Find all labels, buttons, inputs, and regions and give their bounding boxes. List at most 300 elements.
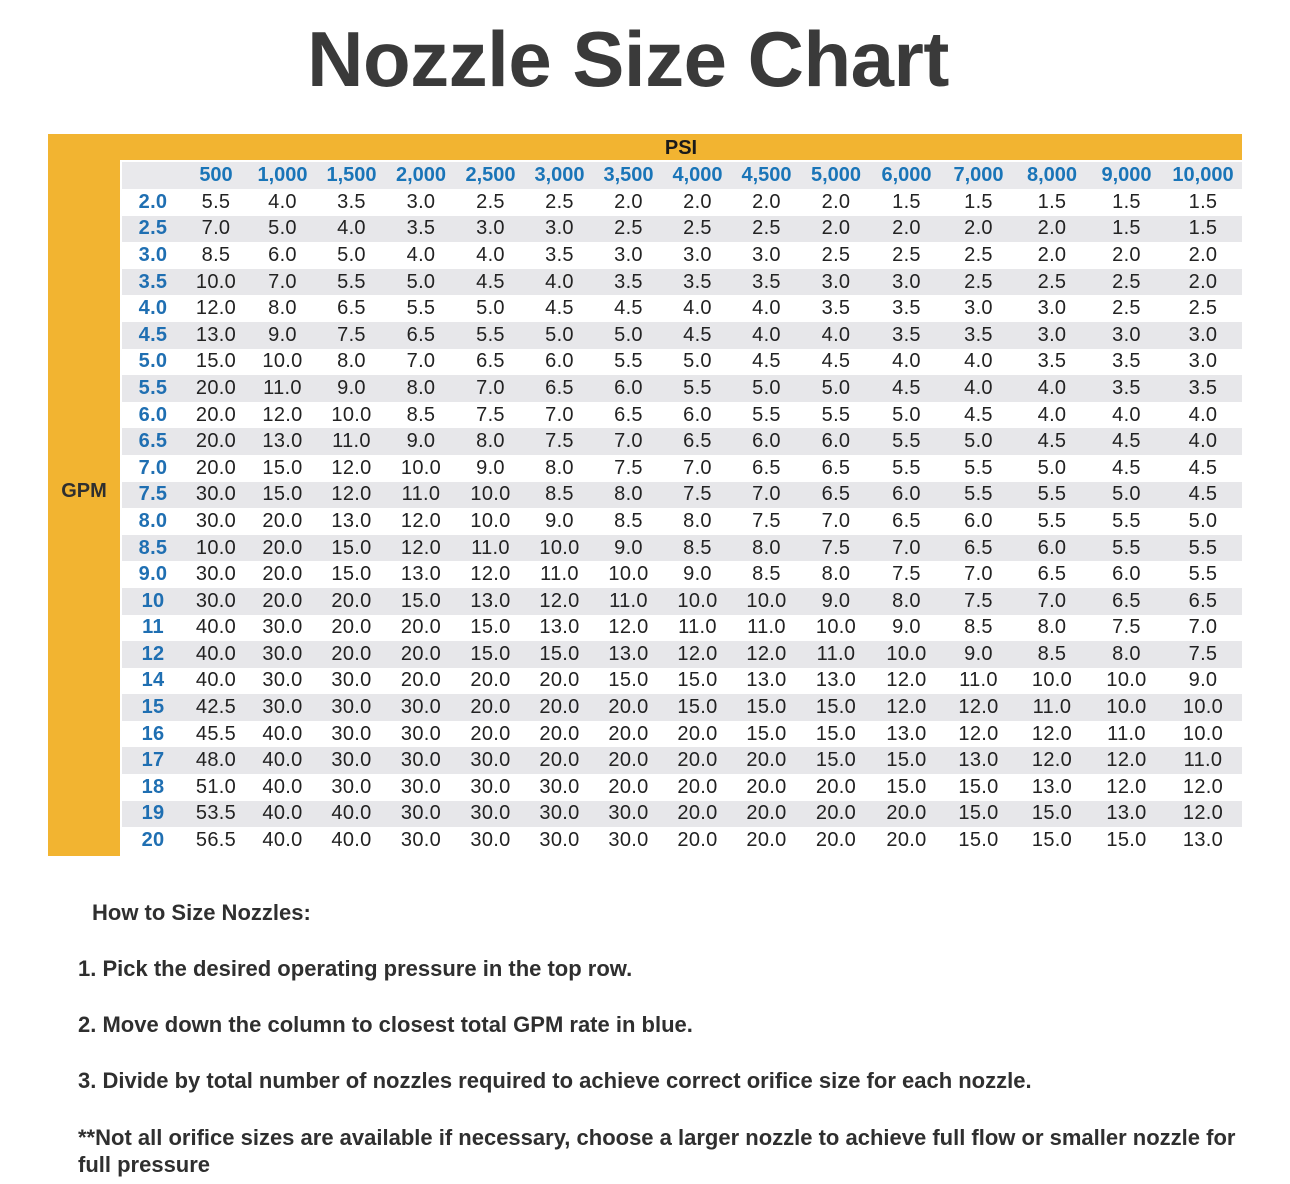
table-row	[122, 668, 1242, 695]
table-row	[122, 322, 1242, 349]
orifice-size-cell: 4.5	[801, 349, 871, 376]
orifice-size-cell: 13.0	[386, 561, 456, 588]
orifice-size-cell: 4.5	[1089, 455, 1164, 482]
orifice-size-cell: 15.0	[1015, 827, 1089, 854]
orifice-size-cell: 8.0	[871, 588, 942, 615]
orifice-size-cell: 3.5	[1164, 375, 1242, 402]
orifice-size-cell: 5.0	[525, 322, 594, 349]
orifice-size-cell: 6.5	[732, 455, 801, 482]
orifice-size-cell: 20.0	[525, 668, 594, 695]
psi-column-header: 3,000	[525, 162, 594, 189]
orifice-size-cell: 15.0	[456, 641, 525, 668]
orifice-size-cell: 7.5	[801, 535, 871, 562]
orifice-size-cell: 7.5	[317, 322, 386, 349]
instructions-block	[78, 900, 1258, 1178]
orifice-size-cell: 10.0	[801, 615, 871, 642]
orifice-size-cell: 2.5	[1164, 295, 1242, 322]
orifice-size-cell: 20.0	[317, 588, 386, 615]
orifice-size-cell: 2.5	[732, 216, 801, 243]
orifice-size-cell: 5.0	[871, 402, 942, 429]
orifice-size-cell: 3.5	[386, 216, 456, 243]
orifice-size-cell: 6.5	[1164, 588, 1242, 615]
orifice-size-cell: 13.0	[594, 641, 663, 668]
table-row	[122, 588, 1242, 615]
orifice-size-cell: 3.5	[594, 269, 663, 296]
orifice-size-cell: 4.0	[1089, 402, 1164, 429]
table-row	[122, 747, 1242, 774]
orifice-size-cell: 5.5	[594, 349, 663, 376]
orifice-size-cell: 4.0	[942, 349, 1015, 376]
orifice-size-cell: 2.0	[871, 216, 942, 243]
gpm-row-label: 15	[122, 694, 184, 721]
orifice-size-cell: 5.5	[801, 402, 871, 429]
orifice-size-cell: 1.5	[1015, 189, 1089, 216]
orifice-size-cell: 11.0	[456, 535, 525, 562]
orifice-size-cell: 8.0	[386, 375, 456, 402]
orifice-size-cell: 20.0	[456, 721, 525, 748]
orifice-size-cell: 7.5	[594, 455, 663, 482]
orifice-size-cell: 10.0	[248, 349, 317, 376]
orifice-size-cell: 6.5	[525, 375, 594, 402]
orifice-size-cell: 42.5	[184, 694, 248, 721]
orifice-size-cell: 5.0	[732, 375, 801, 402]
orifice-size-cell: 3.0	[871, 269, 942, 296]
gpm-row-label: 5.5	[122, 375, 184, 402]
orifice-size-cell: 3.5	[871, 295, 942, 322]
orifice-size-cell: 15.0	[663, 694, 732, 721]
orifice-size-cell: 20.0	[184, 402, 248, 429]
orifice-size-cell: 6.5	[871, 508, 942, 535]
orifice-size-cell: 2.5	[1089, 269, 1164, 296]
orifice-size-cell: 5.5	[456, 322, 525, 349]
orifice-size-cell: 5.5	[732, 402, 801, 429]
orifice-size-cell: 40.0	[248, 747, 317, 774]
orifice-size-cell: 8.0	[525, 455, 594, 482]
orifice-size-cell: 30.0	[317, 747, 386, 774]
orifice-size-cell: 6.0	[1089, 561, 1164, 588]
orifice-size-cell: 9.0	[871, 615, 942, 642]
orifice-size-cell: 45.5	[184, 721, 248, 748]
orifice-size-cell: 2.5	[1015, 269, 1089, 296]
orifice-size-cell: 10.0	[594, 561, 663, 588]
table-row	[122, 295, 1242, 322]
orifice-size-cell: 6.0	[732, 428, 801, 455]
orifice-size-cell: 4.0	[456, 242, 525, 269]
orifice-size-cell: 5.5	[871, 455, 942, 482]
orifice-size-cell: 6.5	[801, 455, 871, 482]
orifice-size-cell: 6.0	[801, 428, 871, 455]
orifice-size-cell: 5.0	[942, 428, 1015, 455]
table-row	[122, 508, 1242, 535]
orifice-size-cell: 4.0	[386, 242, 456, 269]
orifice-size-cell: 4.0	[248, 189, 317, 216]
orifice-size-cell: 12.0	[1164, 801, 1242, 828]
orifice-size-cell: 4.0	[317, 216, 386, 243]
table-row	[122, 482, 1242, 509]
orifice-size-cell: 40.0	[184, 668, 248, 695]
orifice-size-cell: 10.0	[456, 508, 525, 535]
orifice-size-cell: 4.0	[663, 295, 732, 322]
orifice-size-cell: 15.0	[801, 721, 871, 748]
orifice-size-cell: 15.0	[942, 827, 1015, 854]
instruction-step-1: 1. Pick the desired operating pressure in the top row.	[78, 956, 633, 981]
orifice-size-cell: 2.0	[1015, 216, 1089, 243]
orifice-size-cell: 2.0	[663, 189, 732, 216]
orifice-size-cell: 7.0	[1015, 588, 1089, 615]
psi-column-header: 1,500	[317, 162, 386, 189]
orifice-size-cell: 3.0	[663, 242, 732, 269]
psi-column-header: 9,000	[1089, 162, 1164, 189]
orifice-size-cell: 11.0	[732, 615, 801, 642]
gpm-row-label: 5.0	[122, 349, 184, 376]
orifice-size-cell: 30.0	[386, 827, 456, 854]
gpm-row-label: 4.0	[122, 295, 184, 322]
gpm-row-label: 7.0	[122, 455, 184, 482]
orifice-size-cell: 20.0	[594, 774, 663, 801]
orifice-size-cell: 11.0	[386, 482, 456, 509]
orifice-size-cell: 12.0	[317, 482, 386, 509]
orifice-size-cell: 15.0	[386, 588, 456, 615]
psi-header-row	[122, 162, 1242, 189]
orifice-size-cell: 20.0	[732, 774, 801, 801]
orifice-size-cell: 10.0	[456, 482, 525, 509]
orifice-size-cell: 20.0	[594, 721, 663, 748]
orifice-size-cell: 20.0	[184, 375, 248, 402]
orifice-size-cell: 2.0	[1164, 269, 1242, 296]
orifice-size-cell: 30.0	[386, 747, 456, 774]
orifice-size-cell: 7.0	[386, 349, 456, 376]
orifice-size-cell: 20.0	[871, 801, 942, 828]
orifice-size-cell: 20.0	[732, 827, 801, 854]
orifice-size-cell: 40.0	[184, 615, 248, 642]
orifice-size-cell: 2.0	[801, 189, 871, 216]
orifice-size-cell: 20.0	[525, 747, 594, 774]
orifice-size-cell: 3.0	[801, 269, 871, 296]
orifice-size-cell: 10.0	[1089, 694, 1164, 721]
orifice-size-cell: 30.0	[317, 721, 386, 748]
orifice-size-cell: 30.0	[386, 694, 456, 721]
orifice-size-cell: 10.0	[525, 535, 594, 562]
orifice-size-cell: 3.5	[732, 269, 801, 296]
orifice-size-cell: 3.5	[663, 269, 732, 296]
orifice-size-cell: 15.0	[801, 747, 871, 774]
gpm-row-label: 11	[122, 615, 184, 642]
orifice-size-cell: 12.0	[871, 668, 942, 695]
gpm-row-label: 18	[122, 774, 184, 801]
table-row	[122, 774, 1242, 801]
orifice-size-cell: 13.0	[456, 588, 525, 615]
orifice-size-cell: 9.0	[1164, 668, 1242, 695]
orifice-size-cell: 3.5	[871, 322, 942, 349]
orifice-size-cell: 30.0	[525, 801, 594, 828]
orifice-size-cell: 30.0	[594, 827, 663, 854]
psi-column-header: 4,500	[732, 162, 801, 189]
orifice-size-cell: 7.0	[184, 216, 248, 243]
orifice-size-cell: 15.0	[942, 774, 1015, 801]
table-row	[122, 721, 1242, 748]
orifice-size-cell: 40.0	[248, 774, 317, 801]
orifice-size-cell: 6.5	[1089, 588, 1164, 615]
orifice-size-cell: 12.0	[942, 721, 1015, 748]
orifice-size-cell: 11.0	[942, 668, 1015, 695]
orifice-size-cell: 10.0	[184, 269, 248, 296]
orifice-size-cell: 6.0	[942, 508, 1015, 535]
orifice-size-cell: 7.0	[801, 508, 871, 535]
orifice-size-cell: 11.0	[594, 588, 663, 615]
orifice-size-cell: 8.5	[594, 508, 663, 535]
orifice-size-cell: 6.5	[317, 295, 386, 322]
orifice-size-cell: 30.0	[456, 827, 525, 854]
orifice-size-cell: 8.0	[594, 482, 663, 509]
orifice-size-cell: 8.0	[1089, 641, 1164, 668]
gpm-row-label: 14	[122, 668, 184, 695]
table-row	[122, 349, 1242, 376]
orifice-size-cell: 4.0	[1164, 428, 1242, 455]
orifice-size-cell: 12.0	[184, 295, 248, 322]
orifice-size-cell: 2.5	[1089, 295, 1164, 322]
psi-axis-bar: PSI	[120, 134, 1242, 160]
orifice-size-cell: 8.5	[1015, 641, 1089, 668]
orifice-size-cell: 20.0	[317, 615, 386, 642]
orifice-size-cell: 10.0	[732, 588, 801, 615]
orifice-size-cell: 2.5	[871, 242, 942, 269]
orifice-size-cell: 2.0	[732, 189, 801, 216]
instruction-step-3: 3. Divide by total number of nozzles required to achieve correct orifice size for each nozzle.	[78, 1068, 1032, 1093]
orifice-size-cell: 2.0	[1164, 242, 1242, 269]
orifice-size-cell: 7.0	[594, 428, 663, 455]
psi-column-header: 2,000	[386, 162, 456, 189]
orifice-size-cell: 8.5	[525, 482, 594, 509]
psi-column-header: 4,000	[663, 162, 732, 189]
orifice-size-cell: 8.5	[663, 535, 732, 562]
orifice-size-cell: 7.0	[525, 402, 594, 429]
orifice-size-cell: 8.0	[663, 508, 732, 535]
table-row	[122, 694, 1242, 721]
orifice-size-cell: 10.0	[871, 641, 942, 668]
orifice-size-cell: 40.0	[248, 721, 317, 748]
orifice-size-cell: 7.5	[1089, 615, 1164, 642]
orifice-size-cell: 15.0	[942, 801, 1015, 828]
orifice-size-cell: 9.0	[317, 375, 386, 402]
gpm-row-label: 6.5	[122, 428, 184, 455]
orifice-size-cell: 30.0	[248, 615, 317, 642]
orifice-size-cell: 20.0	[525, 721, 594, 748]
orifice-size-cell: 5.0	[1089, 482, 1164, 509]
orifice-size-cell: 20.0	[248, 561, 317, 588]
orifice-size-cell: 13.0	[942, 747, 1015, 774]
gpm-row-label: 3.0	[122, 242, 184, 269]
orifice-size-cell: 3.5	[942, 322, 1015, 349]
orifice-size-cell: 13.0	[1089, 801, 1164, 828]
orifice-size-cell: 15.0	[871, 747, 942, 774]
orifice-size-cell: 30.0	[525, 827, 594, 854]
orifice-size-cell: 3.0	[525, 216, 594, 243]
psi-column-header: 7,000	[942, 162, 1015, 189]
orifice-size-cell: 7.0	[456, 375, 525, 402]
orifice-size-cell: 15.0	[184, 349, 248, 376]
psi-column-header: 8,000	[1015, 162, 1089, 189]
orifice-size-cell: 7.5	[1164, 641, 1242, 668]
orifice-size-cell: 8.0	[456, 428, 525, 455]
table-row	[122, 641, 1242, 668]
orifice-size-cell: 5.0	[594, 322, 663, 349]
orifice-size-cell: 2.5	[525, 189, 594, 216]
orifice-size-cell: 13.0	[525, 615, 594, 642]
orifice-size-cell: 30.0	[456, 774, 525, 801]
psi-column-header: 3,500	[594, 162, 663, 189]
orifice-size-cell: 3.0	[1015, 295, 1089, 322]
orifice-size-cell: 15.0	[456, 615, 525, 642]
orifice-size-cell: 30.0	[317, 774, 386, 801]
orifice-size-cell: 12.0	[317, 455, 386, 482]
orifice-size-cell: 3.0	[1164, 322, 1242, 349]
orifice-size-cell: 9.0	[942, 641, 1015, 668]
orifice-size-cell: 30.0	[386, 721, 456, 748]
orifice-size-cell: 5.5	[1089, 535, 1164, 562]
orifice-size-cell: 10.0	[663, 588, 732, 615]
orifice-size-cell: 7.0	[663, 455, 732, 482]
gpm-row-label: 3.5	[122, 269, 184, 296]
orifice-size-cell: 12.0	[248, 402, 317, 429]
psi-column-header: 10,000	[1164, 162, 1242, 189]
orifice-size-cell: 11.0	[317, 428, 386, 455]
orifice-size-cell: 53.5	[184, 801, 248, 828]
gpm-row-label: 2.5	[122, 216, 184, 243]
orifice-size-cell: 7.5	[942, 588, 1015, 615]
orifice-size-cell: 8.0	[801, 561, 871, 588]
orifice-size-cell: 5.5	[386, 295, 456, 322]
orifice-size-cell: 40.0	[317, 801, 386, 828]
table-row	[122, 189, 1242, 216]
orifice-size-cell: 6.5	[942, 535, 1015, 562]
psi-column-header: 6,000	[871, 162, 942, 189]
orifice-size-cell: 15.0	[317, 535, 386, 562]
nozzle-size-table	[122, 162, 1242, 854]
orifice-size-cell: 8.0	[732, 535, 801, 562]
orifice-size-cell: 13.0	[1015, 774, 1089, 801]
orifice-size-cell: 51.0	[184, 774, 248, 801]
orifice-size-cell: 4.5	[456, 269, 525, 296]
orifice-size-cell: 11.0	[525, 561, 594, 588]
orifice-size-cell: 12.0	[663, 641, 732, 668]
orifice-size-cell: 4.5	[942, 402, 1015, 429]
orifice-size-cell: 12.0	[386, 535, 456, 562]
orifice-size-cell: 20.0	[386, 641, 456, 668]
orifice-size-cell: 4.5	[525, 295, 594, 322]
orifice-size-cell: 5.5	[663, 375, 732, 402]
orifice-size-cell: 5.5	[317, 269, 386, 296]
orifice-size-cell: 11.0	[801, 641, 871, 668]
table-row	[122, 402, 1242, 429]
psi-column-header: 2,500	[456, 162, 525, 189]
orifice-size-cell: 2.0	[594, 189, 663, 216]
orifice-size-cell: 5.0	[317, 242, 386, 269]
orifice-size-cell: 4.5	[1089, 428, 1164, 455]
orifice-size-cell: 7.0	[732, 482, 801, 509]
orifice-size-cell: 3.0	[386, 189, 456, 216]
orifice-size-cell: 20.0	[801, 801, 871, 828]
orifice-size-cell: 4.5	[594, 295, 663, 322]
orifice-size-cell: 20.0	[456, 668, 525, 695]
gpm-row-label: 16	[122, 721, 184, 748]
orifice-size-cell: 4.5	[1164, 455, 1242, 482]
orifice-size-cell: 7.5	[871, 561, 942, 588]
orifice-size-cell: 6.5	[386, 322, 456, 349]
orifice-size-cell: 2.5	[663, 216, 732, 243]
orifice-size-cell: 20.0	[248, 508, 317, 535]
orifice-size-cell: 5.0	[1164, 508, 1242, 535]
orifice-size-cell: 56.5	[184, 827, 248, 854]
orifice-size-cell: 2.5	[942, 269, 1015, 296]
orifice-size-cell: 5.0	[386, 269, 456, 296]
orifice-size-cell: 3.5	[801, 295, 871, 322]
orifice-size-cell: 8.0	[317, 349, 386, 376]
orifice-size-cell: 20.0	[386, 668, 456, 695]
orifice-size-cell: 12.0	[1164, 774, 1242, 801]
gpm-row-label: 12	[122, 641, 184, 668]
orifice-size-cell: 5.5	[1164, 561, 1242, 588]
gpm-row-label: 8.0	[122, 508, 184, 535]
orifice-size-cell: 20.0	[801, 827, 871, 854]
orifice-size-cell: 1.5	[871, 189, 942, 216]
orifice-size-cell: 20.0	[456, 694, 525, 721]
table-corner	[122, 162, 184, 189]
orifice-size-cell: 20.0	[871, 827, 942, 854]
orifice-size-cell: 15.0	[594, 668, 663, 695]
table-row	[122, 428, 1242, 455]
orifice-size-cell: 6.0	[248, 242, 317, 269]
orifice-size-cell: 15.0	[317, 561, 386, 588]
orifice-size-cell: 4.5	[732, 349, 801, 376]
table-row	[122, 561, 1242, 588]
orifice-size-cell: 4.0	[1015, 402, 1089, 429]
orifice-size-cell: 13.0	[1164, 827, 1242, 854]
orifice-size-cell: 5.5	[184, 189, 248, 216]
orifice-size-cell: 30.0	[386, 801, 456, 828]
orifice-size-cell: 12.0	[942, 694, 1015, 721]
orifice-size-cell: 15.0	[732, 694, 801, 721]
orifice-size-cell: 10.0	[1164, 721, 1242, 748]
orifice-size-cell: 4.0	[942, 375, 1015, 402]
orifice-size-cell: 15.0	[248, 455, 317, 482]
orifice-size-cell: 30.0	[525, 774, 594, 801]
orifice-size-cell: 20.0	[663, 774, 732, 801]
table-row	[122, 827, 1242, 854]
orifice-size-cell: 30.0	[248, 668, 317, 695]
table-row	[122, 801, 1242, 828]
orifice-size-cell: 9.0	[525, 508, 594, 535]
table-row	[122, 216, 1242, 243]
gpm-axis-bar	[48, 134, 120, 856]
orifice-size-cell: 11.0	[1015, 694, 1089, 721]
orifice-size-cell: 13.0	[801, 668, 871, 695]
orifice-size-cell: 2.0	[1015, 242, 1089, 269]
orifice-size-cell: 12.0	[386, 508, 456, 535]
orifice-size-cell: 1.5	[1164, 189, 1242, 216]
orifice-size-cell: 30.0	[248, 641, 317, 668]
orifice-size-cell: 20.0	[732, 747, 801, 774]
orifice-size-cell: 4.0	[801, 322, 871, 349]
availability-note: **Not all orifice sizes are available if necessary, choose a larger nozzle to achieve full flow or smaller nozzle for full pressure	[78, 1125, 1236, 1177]
orifice-size-cell: 5.5	[871, 428, 942, 455]
orifice-size-cell: 6.5	[456, 349, 525, 376]
orifice-size-cell: 7.0	[942, 561, 1015, 588]
psi-column-header: 5,000	[801, 162, 871, 189]
orifice-size-cell: 10.0	[386, 455, 456, 482]
orifice-size-cell: 6.0	[663, 402, 732, 429]
orifice-size-cell: 30.0	[594, 801, 663, 828]
orifice-size-cell: 2.0	[1089, 242, 1164, 269]
